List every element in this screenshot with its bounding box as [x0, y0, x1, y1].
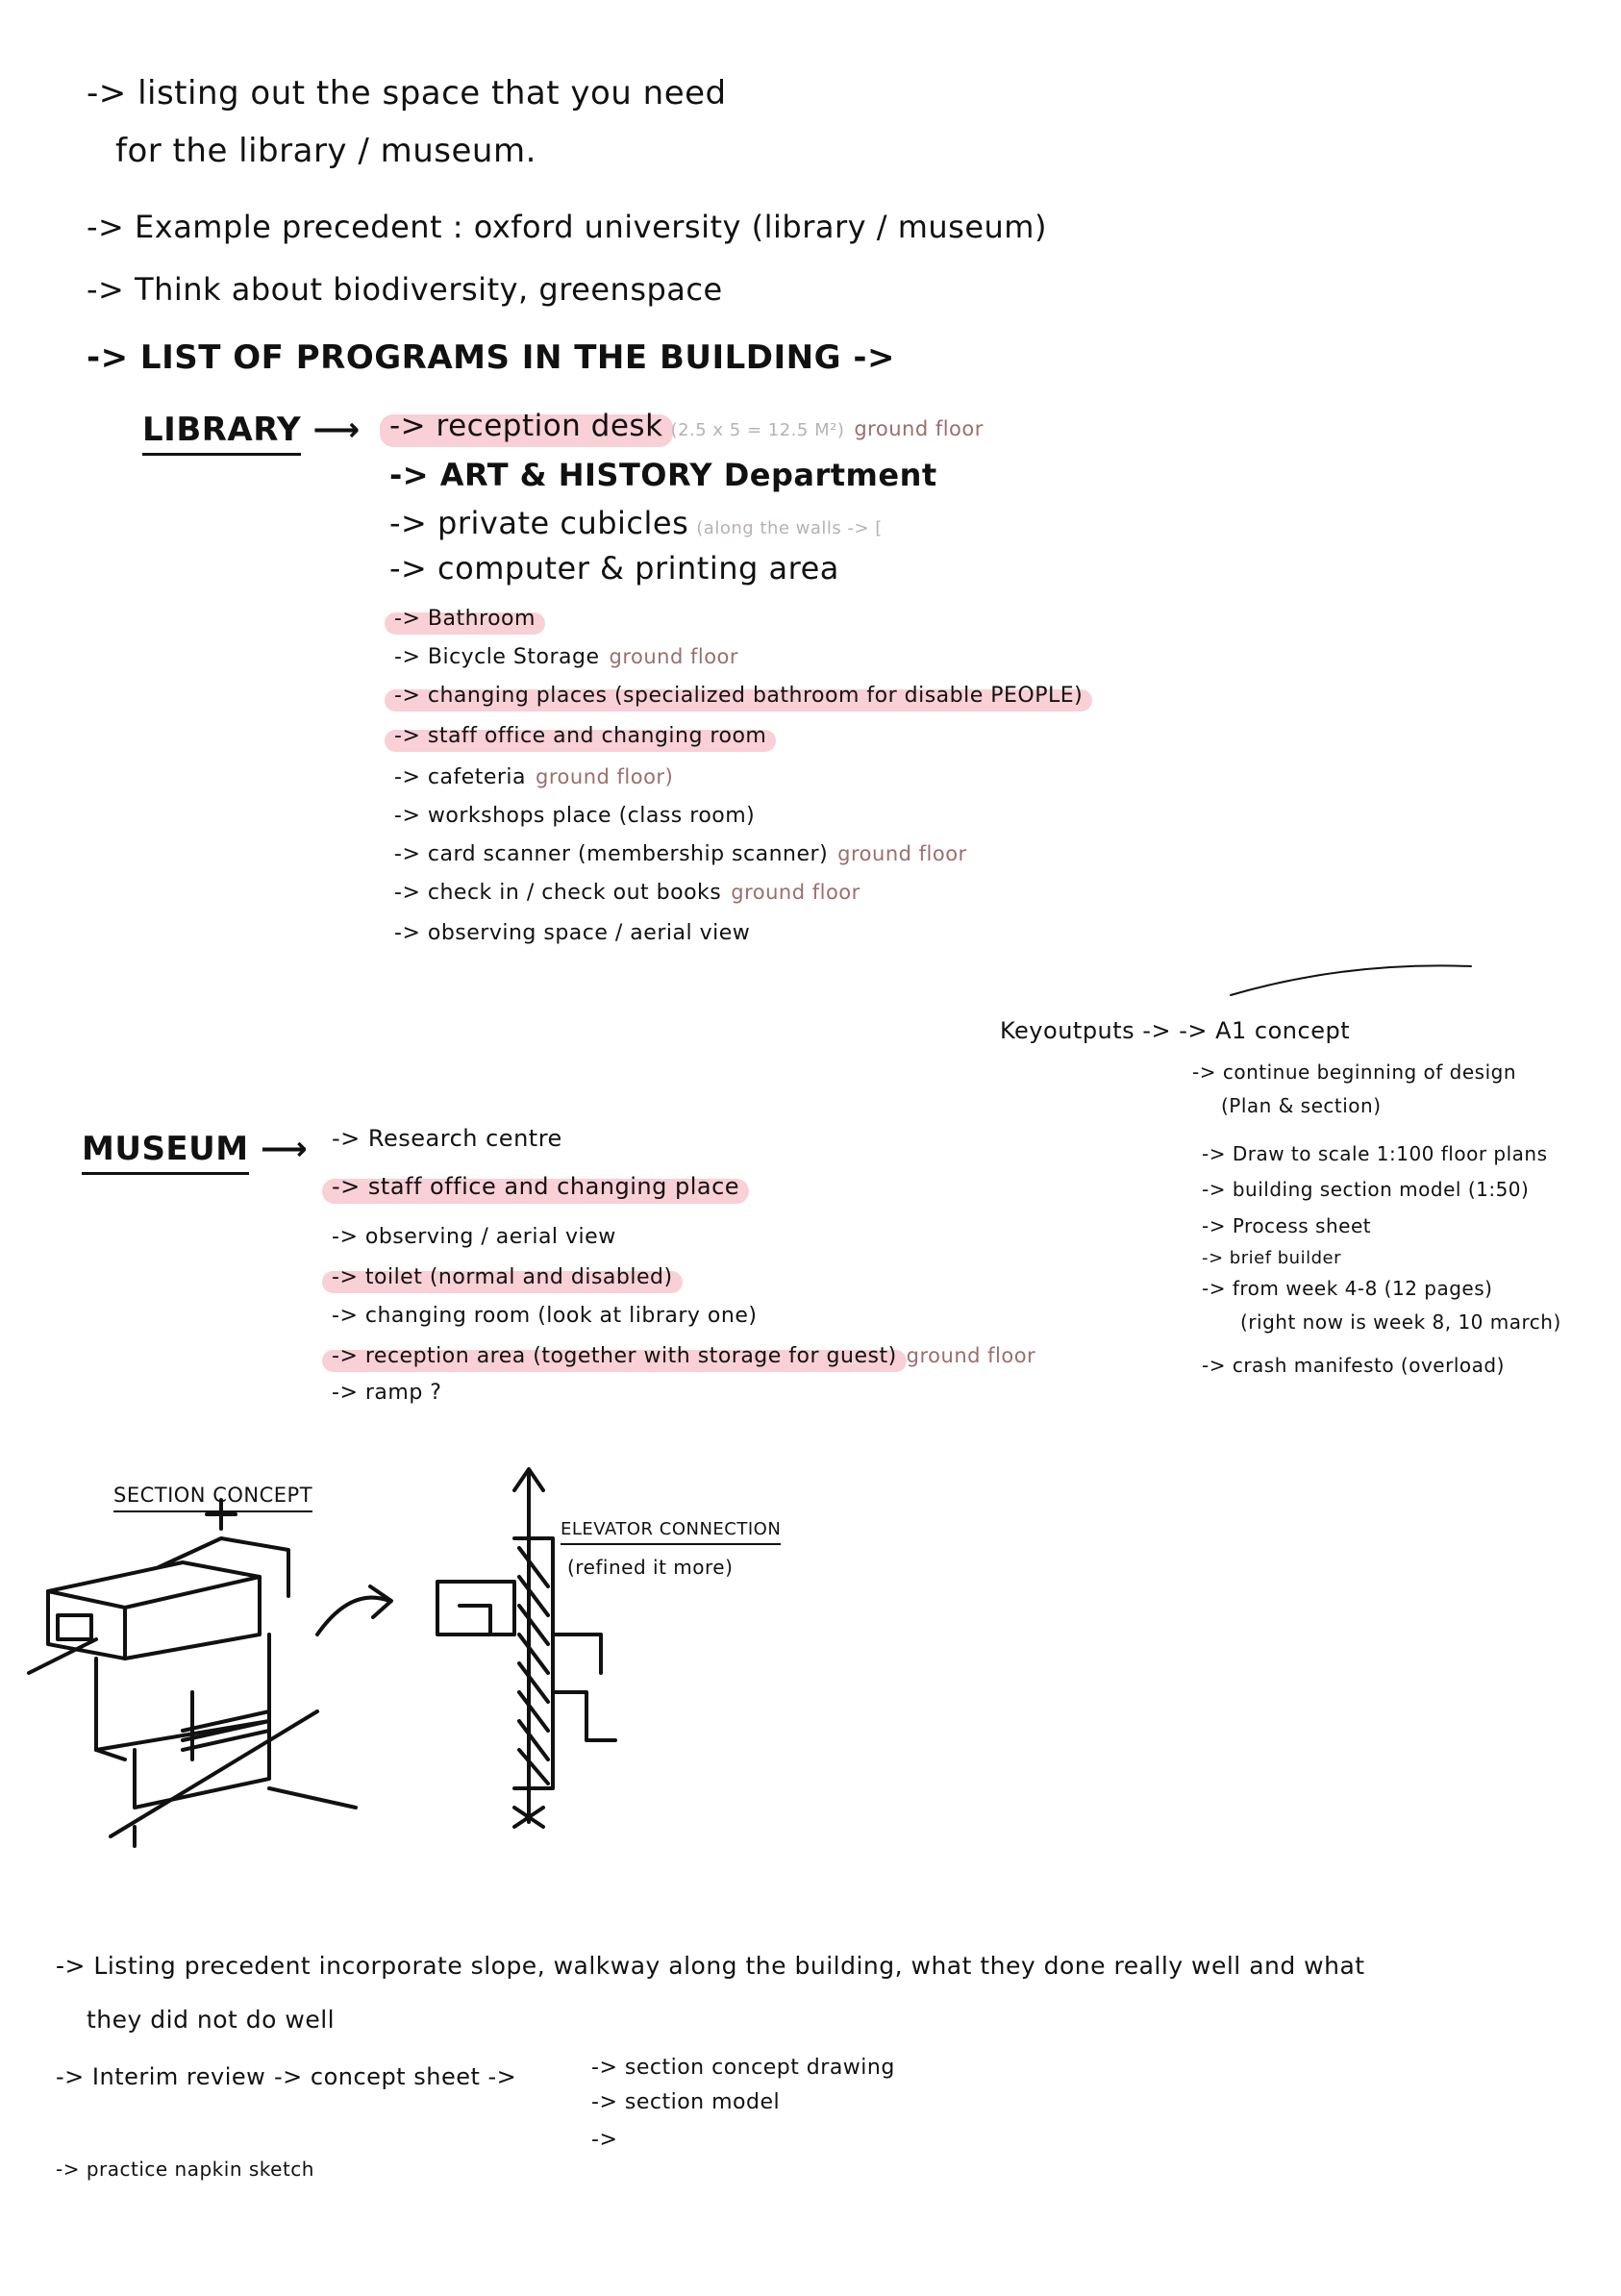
list-item: -> Research centre — [332, 1125, 562, 1152]
library-item-dim: (along the walls -> [ — [696, 518, 883, 538]
list-item: -> building section model (1:50) — [1202, 1178, 1530, 1201]
list-item — [394, 686, 1083, 707]
elevator-connection-label-text: ELEVATOR CONNECTION — [561, 1519, 781, 1545]
library-item-text: -> changing places (specialized bathroom for disable PEOPLE) — [394, 684, 1084, 708]
library-heading-text: LIBRARY — [142, 411, 301, 456]
museum-item-text: -> staff office and changing place — [332, 1173, 740, 1200]
library-item-text: -> check in / check out books — [394, 881, 722, 905]
library-item-text: -> cafeteria — [394, 765, 527, 789]
list-item — [332, 1267, 673, 1288]
list-item: -> Draw to scale 1:100 floor plans — [1202, 1142, 1548, 1165]
section-concept-label-text: SECTION CONCEPT — [113, 1484, 312, 1512]
library-item-text: -> private cubicles — [389, 505, 689, 541]
list-item: -> changing room (look at library one) — [332, 1304, 758, 1328]
list-item — [394, 844, 967, 865]
transition-arrow-head — [370, 1586, 391, 1617]
list-item: -> computer & printing area — [389, 550, 839, 586]
museum-item-text: -> reception area (together with storage for guest) — [332, 1344, 897, 1368]
library-heading — [142, 411, 361, 449]
list-item: -> section model — [591, 2090, 781, 2114]
list-item: -> Process sheet — [1202, 1214, 1372, 1237]
list-item: -> — [591, 2128, 618, 2152]
list-item: (right now is week 8, 10 march) — [1240, 1310, 1561, 1334]
keyoutputs-heading: Keyoutputs -> -> A1 concept — [1000, 1017, 1351, 1044]
museum-heading — [82, 1130, 309, 1168]
list-item — [389, 505, 883, 541]
library-item-dim: (2.5 x 5 = 12.5 M²) — [670, 420, 845, 440]
intro-line-1: -> listing out the space that you need — [87, 74, 727, 112]
list-item — [389, 409, 984, 443]
list-item — [332, 1346, 1035, 1367]
list-item — [394, 609, 536, 630]
library-item-note: ground floor — [854, 417, 984, 440]
museum-item-text: -> toilet (normal and disabled) — [332, 1265, 673, 1289]
library-item-note: ground floor) — [536, 765, 674, 788]
intro-line-2: for the library / museum. — [115, 132, 536, 170]
library-item-note: ground floor — [837, 842, 967, 865]
section-concept-sketch — [29, 1500, 356, 1846]
list-item: (Plan & section) — [1221, 1094, 1382, 1117]
museum-item-note: ground floor — [906, 1344, 1036, 1367]
keyoutputs-swoosh — [1231, 965, 1471, 995]
library-item-note: ground floor — [731, 881, 860, 904]
library-item-text: -> card scanner (membership scanner) — [394, 842, 829, 866]
list-item — [394, 647, 738, 668]
library-item-text: -> staff office and changing room — [394, 724, 767, 748]
interim-review: -> Interim review — [56, 2063, 266, 2090]
practice-note: -> practice napkin sketch — [56, 2158, 314, 2181]
elevator-connection-label — [561, 1521, 781, 1538]
bottom-line-1: -> Listing precedent incorporate slope, walkway along the building, what they done really well and what — [56, 1952, 1365, 1980]
arrow-icon: ⟶ — [301, 411, 361, 449]
precedent-line: -> Example precedent : oxford university (library / museum) — [87, 209, 1047, 245]
list-item: -> observing space / aerial view — [394, 921, 751, 945]
library-item-text: -> reception desk — [389, 409, 663, 443]
library-item-note: ground floor — [609, 645, 739, 668]
bottom-line-2: they did not do well — [87, 2006, 336, 2034]
programs-heading: -> LIST OF PROGRAMS IN THE BUILDING -> — [87, 338, 895, 377]
arrow-icon: ⟶ — [248, 1130, 309, 1168]
list-item: -> from week 4-8 (12 pages) — [1202, 1277, 1493, 1300]
list-item — [394, 883, 860, 904]
section-concept-label — [113, 1485, 312, 1506]
list-item: -> observing / aerial view — [332, 1225, 616, 1249]
list-item: -> brief builder — [1202, 1248, 1341, 1268]
library-item-text: -> Bathroom — [394, 607, 536, 631]
library-item-text: -> Bicycle Storage — [394, 645, 600, 669]
transition-arrow — [317, 1598, 389, 1635]
list-item — [394, 726, 766, 747]
list-item: -> section concept drawing — [591, 2056, 895, 2080]
list-item: -> workshops place (class room) — [394, 804, 756, 828]
list-item — [332, 1175, 739, 1198]
list-item: -> ART & HISTORY Department — [389, 457, 937, 493]
list-item: -> continue beginning of design — [1192, 1061, 1517, 1084]
museum-heading-text: MUSEUM — [82, 1130, 249, 1175]
elevator-note: (refined it more) — [567, 1556, 734, 1579]
list-item: -> ramp ? — [332, 1381, 442, 1405]
concept-sheet: -> concept sheet -> — [274, 2063, 517, 2090]
list-item — [394, 767, 673, 788]
list-item: -> crash manifesto (overload) — [1202, 1354, 1505, 1377]
think-line: -> Think about biodiversity, greenspace — [87, 271, 723, 308]
